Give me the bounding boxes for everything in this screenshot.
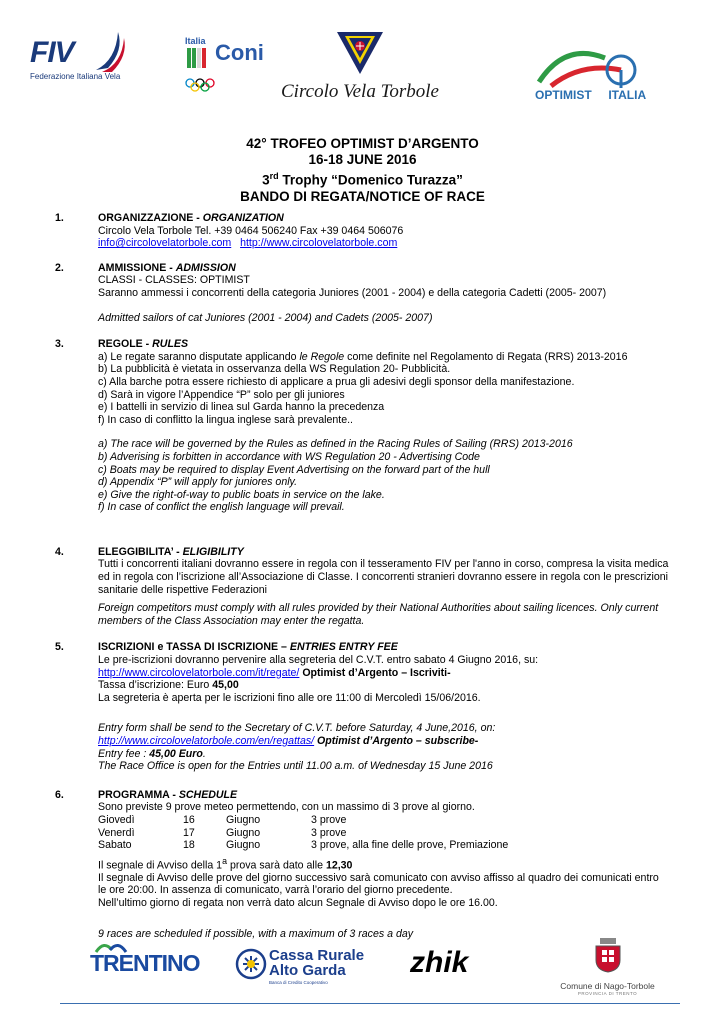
entry-fee-en: [98, 748, 695, 761]
section-rules: [55, 338, 695, 514]
section-number: 4.: [55, 545, 64, 558]
entry-fee-it: [98, 679, 695, 692]
title-line-4: BANDO DI REGATA/NOTICE OF RACE: [240, 188, 485, 204]
section-eligibility: [55, 546, 695, 628]
cvt-logo: [275, 30, 445, 103]
rule-en-f: f) In case of conflict the english language will prevail.: [98, 501, 345, 514]
rule-it-e: e) I battelli in servizio di linea sul Garda hanno la precedenza: [98, 401, 385, 414]
rule-en-a: a) The race will be governed by the Rules as defined in the Racing Rules of Sailing (RRS) 2013-2016: [98, 438, 573, 451]
heading-en: RULES: [152, 338, 189, 351]
heading-it: ELEGGIBILITA’ -: [98, 545, 183, 558]
rule-en-d: d) Appendix “P” will apply for juniores only.: [98, 476, 298, 489]
register-link-it[interactable]: http://www.circolovelatorbole.com/it/regate/: [98, 666, 300, 679]
admission-en: Admitted sailors of cat Juniores (2001 - 2004) and Cadets (2005- 2007): [98, 311, 433, 324]
section-heading: [98, 212, 695, 225]
eligibility-it-1: Tutti i concorrenti italiani dovranno essere in regola con il tesseramento FIV per l'anno in corso, compresa la visita medica: [98, 558, 669, 571]
contact-line: Circolo Vela Torbole Tel. +39 0464 506240 Fax +39 0464 506076: [98, 224, 404, 237]
burgee-flag-icon: [335, 30, 385, 76]
trentino-text: TRENTINO: [90, 950, 200, 976]
heading-it: ISCRIZIONI e TASSA DI ISCRIZIONE –: [98, 641, 290, 654]
heading-it: AMMISSIONE -: [98, 261, 176, 274]
schedule-line-4: Nell’ultimo giorno di regata non verrà dato alcun Segnale di Avviso dopo le ore 16.00.: [98, 897, 498, 910]
section-heading: [98, 262, 695, 275]
section-heading: [98, 641, 695, 654]
heading-en: ELIGIBILITY: [182, 545, 244, 558]
cassa-rurale-sub: Banca di Credito Cooperativo: [269, 980, 328, 985]
schedule-table: [98, 814, 695, 852]
rule-it-d: d) Sarà in vigore l’Appendice “P” solo per gli juniores: [98, 388, 345, 401]
optimist-italia-text: [535, 88, 646, 102]
zhik-logo: [410, 946, 468, 980]
optimist-swoosh-icon: [535, 48, 700, 88]
trentino-mark-icon: [94, 940, 134, 954]
section-admission: [55, 262, 695, 324]
nago-torbole-logo: [550, 936, 665, 996]
register-link-en[interactable]: http://www.circolovelatorbole.com/en/regattas/: [98, 735, 315, 747]
coni-stripes-icon: [185, 48, 211, 78]
nago-torbole-sub: PROVINCIA DI TRENTO: [577, 991, 638, 996]
coni-top: Italia: [185, 36, 206, 46]
heading-en: ORGANIZATION: [202, 212, 284, 224]
schedule-date: 18: [183, 839, 195, 852]
cassa-line-1: Cassa Rurale: [269, 947, 365, 964]
title-line-1: 42° TROFEO OPTIMIST D’ARGENTO: [246, 136, 479, 151]
document-title: [0, 136, 725, 205]
rule-it-f: f) In caso di conflitto la lingua inglese sarà prevalente..: [98, 413, 353, 426]
heading-en: ENTRIES ENTRY FEE: [289, 641, 398, 654]
entries-it-3: La segreteria è aperta per le iscrizioni fino alle ore 11:00 di Mercoledì 15/06/2016.: [98, 691, 481, 704]
section-heading: [98, 546, 695, 559]
first-signal-mid: prova sarà dato alle: [227, 859, 326, 872]
rule-en-b: b) Adverising is forbitten in accordance with WS Regulation 20 - Advertising Code: [98, 450, 480, 463]
section-heading: [98, 789, 695, 802]
header-logos: [0, 28, 725, 108]
trentino-logo: [90, 950, 200, 977]
document-body: [55, 212, 695, 952]
website-link[interactable]: http://www.circolovelatorbole.com: [240, 237, 398, 250]
fiv-logo: [30, 36, 145, 81]
cassa-rurale-emblem-icon: [235, 948, 267, 980]
entries-en-3: The Race Office is open for the Entries until 11.00 a.m. of Wednesday 15 June 2016: [98, 760, 493, 773]
rule-it-c: c) Alla barche potra essere richiesto di applicare a prua gli adesivi degli sponsor della manifestazione.: [98, 375, 575, 388]
entry-fee-en-label: Entry fee :: [98, 747, 150, 760]
entries-it-link-line: [98, 667, 695, 680]
title-line-3: [0, 168, 725, 189]
coni-logo: [185, 36, 265, 65]
register-label-en: Optimist d’Argento – subscribe-: [314, 735, 479, 747]
title-line-2: 16-18 JUNE 2016: [308, 152, 417, 167]
section-entries: [55, 641, 695, 772]
heading-it: ORGANIZZAZIONE -: [98, 212, 203, 224]
fiv-sail-icon: [88, 30, 128, 74]
coat-of-arms-icon: [592, 936, 624, 974]
rule-it-b: b) La pubblicità è vietata in osservanza della WS Regulation 20- Pubblicità.: [98, 363, 451, 376]
cassa-line-2: Alto Garda: [269, 962, 346, 979]
rule-it-a-pre: a) Le regate saranno disputate applicando: [98, 350, 300, 363]
schedule-races: 3 prove: [311, 826, 347, 839]
admission-it: Saranno ammessi i concorrenti della categoria Juniores (2001 - 2004) e della categoria Cadetti (2005- 2007): [98, 286, 607, 299]
heading-en: SCHEDULE: [178, 788, 238, 801]
entries-it-1: Le pre-iscrizioni dovranno pervenire alla segreteria del C.V.T. entro sabato 4 Giugno 2016, su:: [98, 654, 539, 667]
entries-en-1: Entry form shall be send to the Secretary of C.V.T. before Saturday, 4 June,2016, on:: [98, 722, 496, 735]
cassa-rurale-logo: [235, 948, 365, 985]
cassa-rurale-text: [269, 948, 364, 978]
nago-torbole-text: Comune di Nago-Torbole: [560, 981, 655, 991]
cvt-name: Circolo Vela Torbole: [281, 81, 439, 102]
section-schedule: [55, 789, 695, 940]
schedule-en: 9 races are scheduled if possible, with a maximum of 3 races a day: [98, 927, 414, 940]
first-signal-pre: Il segnale di Avviso della 1: [98, 859, 223, 872]
schedule-day: Giovedì: [98, 813, 135, 826]
section-number: 6.: [55, 788, 64, 801]
eligibility-en-1: Foreign competitors must comply with all rules provided by their National Authorities about sailing licences. Only current: [98, 602, 659, 615]
schedule-races: 3 prove: [311, 813, 347, 826]
heading-en: ADMISSION: [175, 261, 236, 274]
email-link[interactable]: info@circolovelatorbole.com: [98, 237, 232, 250]
rule-it-a-post: come definite nel Regolamento di Regata (RRS) 2013-2016: [344, 350, 628, 363]
entry-fee-it-value: 45,00: [212, 679, 239, 692]
coni-main: Coni: [215, 40, 264, 65]
heading-it: REGOLE -: [98, 338, 153, 351]
entries-en-link-line: [98, 735, 695, 748]
entry-fee-en-value: 45,00 Euro: [149, 747, 203, 760]
eligibility-en-2: members of the Class Association may enter the regatta.: [98, 614, 365, 627]
schedule-date: 17: [183, 826, 195, 839]
first-signal-line: [98, 855, 695, 872]
entry-fee-en-dot: .: [202, 747, 206, 760]
schedule-date: 16: [183, 813, 195, 826]
section-organization: [55, 212, 695, 250]
fiv-mark: FIV: [30, 36, 74, 69]
rule-it-a: [98, 351, 695, 364]
title-line-3-sup: rd: [269, 171, 279, 181]
optimist-word: OPTIMIST: [535, 88, 592, 102]
rule-en-c: c) Boats may be required to display Event Advertising on the forward part of the hull: [98, 463, 490, 476]
schedule-day: Venerdì: [98, 826, 135, 839]
section-number: 1.: [55, 212, 64, 224]
rule-it-a-em: le Regole: [299, 350, 345, 363]
section-heading: [98, 338, 695, 351]
fiv-subtitle: Federazione Italiana Vela: [30, 72, 121, 81]
section-number: 2.: [55, 261, 64, 274]
zhik-text: zhik: [410, 946, 469, 979]
schedule-month: Giugno: [226, 839, 261, 852]
schedule-line-3: le ore 20:00. In assenza di comunicato, varrà l’orario del giorno precedente.: [98, 884, 453, 897]
schedule-intro: Sono previste 9 prove meteo permettendo, con un massimo di 3 prove al giorno.: [98, 801, 475, 814]
sponsor-footer: [0, 936, 725, 1006]
title-line-3-rest: Trophy “Domenico Turazza”: [278, 172, 463, 188]
schedule-day: Sabato: [98, 839, 132, 852]
schedule-month: Giugno: [226, 813, 261, 826]
entry-fee-it-label: Tassa d’iscrizione: Euro: [98, 679, 213, 692]
eligibility-it-3: sanitarie delle rispettive Federazioni: [98, 583, 267, 596]
first-signal-time: 12,30: [325, 859, 353, 872]
register-label-it: Optimist d’Argento – Iscriviti-: [299, 666, 451, 679]
heading-it: PROGRAMMA -: [98, 788, 179, 801]
section-number: 3.: [55, 338, 64, 351]
italia-word: ITALIA: [608, 88, 647, 102]
section-number: 5.: [55, 641, 64, 654]
schedule-line-2: Il segnale di Avviso delle prove del giorno successivo sarà comunicato con avviso affisso al quadro dei comunicati entro: [98, 871, 659, 884]
schedule-month: Giugno: [226, 826, 261, 839]
first-signal-sup: a: [222, 855, 227, 866]
title-line-3-num: 3: [262, 172, 270, 188]
olympic-rings-icon: [185, 78, 215, 92]
eligibility-it-2: ed in regola con l’iscrizione all’Associazione di Classe. I concorrenti stranieri dovranno essere in regola con le prescrizioni: [98, 571, 668, 584]
schedule-races: 3 prove, alla fine delle prove, Premiazione: [311, 839, 509, 852]
footer-divider: [60, 1003, 680, 1004]
rule-en-e: e) Give the right-of-way to public boats in service on the lake.: [98, 488, 385, 501]
classes-line: CLASSI - CLASSES: OPTIMIST: [98, 274, 250, 287]
contact-links: [98, 237, 695, 250]
